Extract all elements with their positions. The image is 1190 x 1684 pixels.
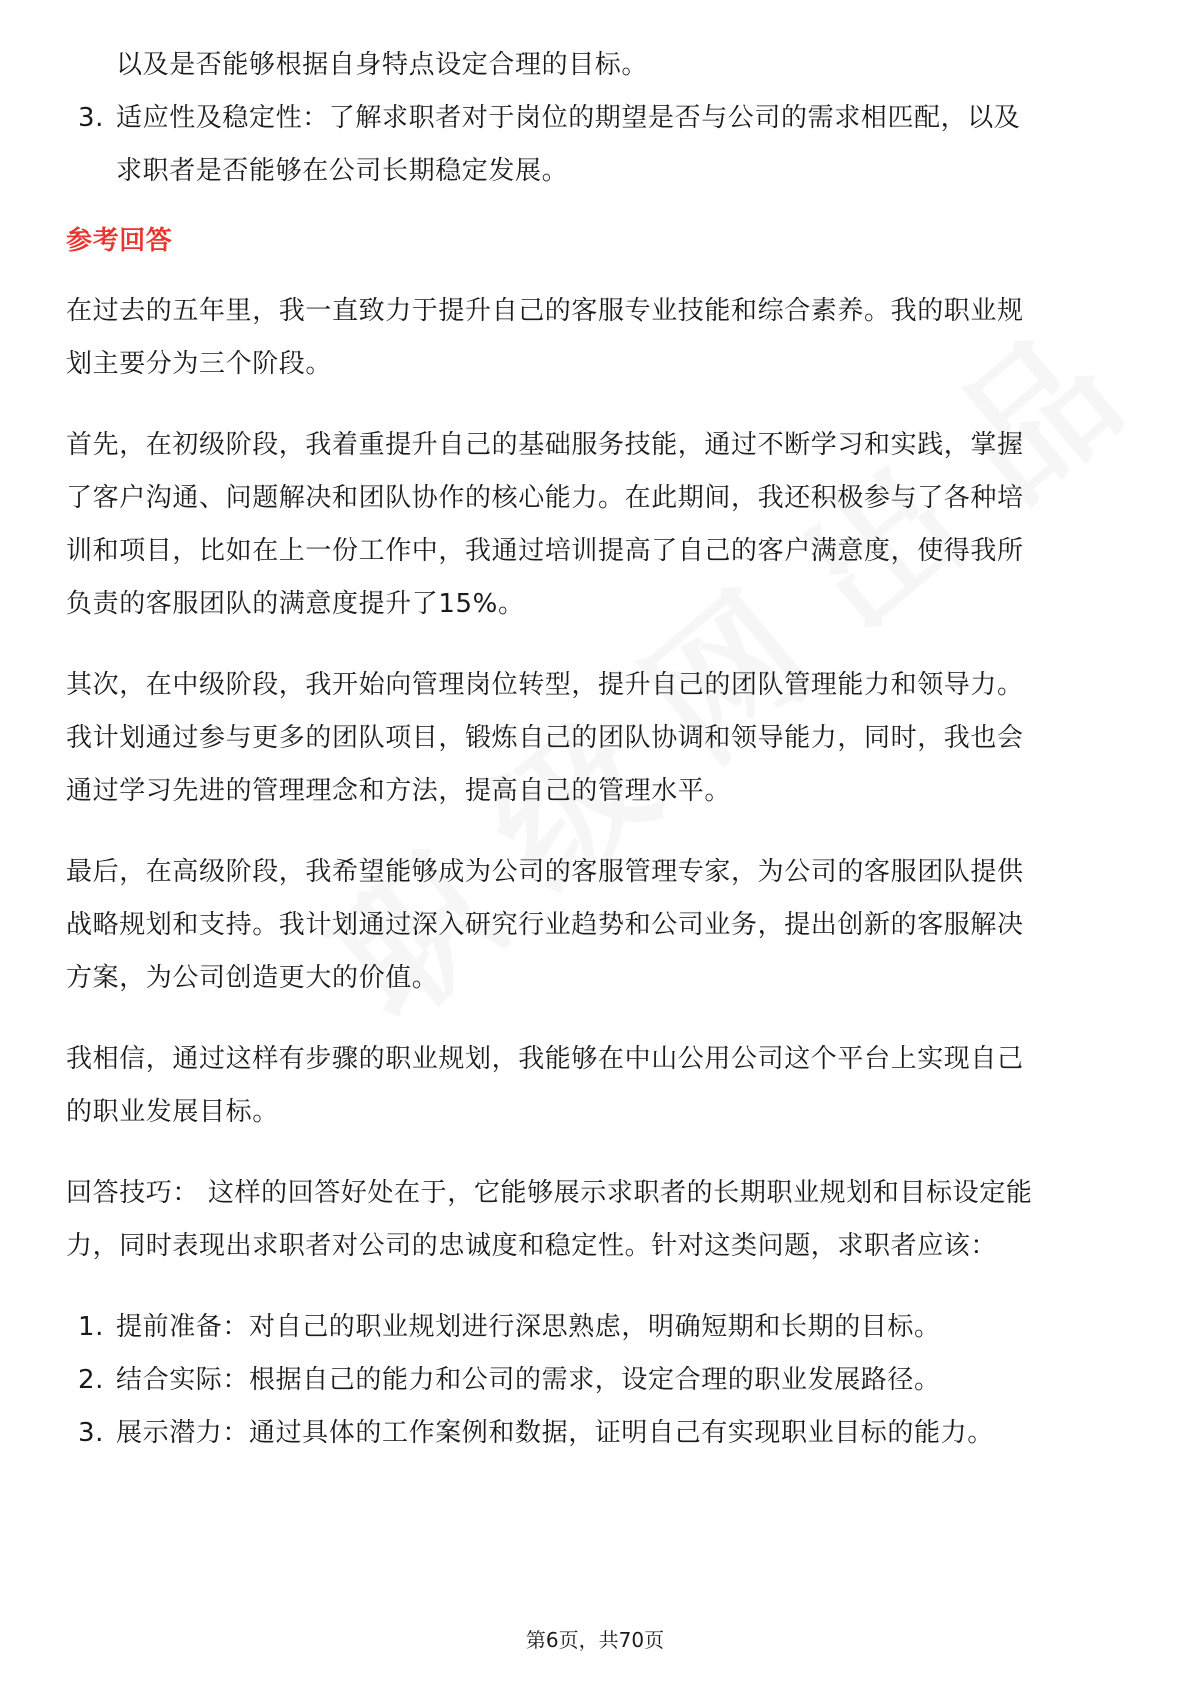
tips-item-number: 3. xyxy=(78,1418,105,1448)
answer-heading: 参考回答 xyxy=(66,226,173,256)
paragraph-line: 我计划通过参与更多的团队项目，锻炼自己的团队协调和领导能力，同时，我也会 xyxy=(66,723,1024,753)
paragraph-line: 我相信，通过这样有步骤的职业规划，我能够在中山公用公司这个平台上实现自己 xyxy=(66,1044,1024,1074)
paragraph-line: 负责的客服团队的满意度提升了15%。 xyxy=(66,589,525,619)
intro-item3-line2: 求职者是否能够在公司长期稳定发展。 xyxy=(116,156,569,186)
tips-intro-line: 回答技巧： 这样的回答好处在于，它能够展示求职者的长期职业规划和目标设定能 xyxy=(66,1178,1033,1208)
page-footer: 第6页，共70页 xyxy=(525,1628,665,1652)
paragraph-line: 训和项目，比如在上一份工作中，我通过培训提高了自己的客户满意度，使得我所 xyxy=(66,536,1024,566)
paragraph-line: 的职业发展目标。 xyxy=(66,1097,279,1127)
paragraph-line: 最后，在高级阶段，我希望能够成为公司的客服管理专家，为公司的客服团队提供 xyxy=(66,857,1024,887)
paragraph-line: 战略规划和支持。我计划通过深入研究行业趋势和公司业务，提出创新的客服解决 xyxy=(66,910,1024,940)
paragraph-line: 方案，为公司创造更大的价值。 xyxy=(66,963,439,993)
paragraph-line: 划主要分为三个阶段。 xyxy=(66,349,333,379)
tips-item-text: 结合实际：根据自己的能力和公司的需求，设定合理的职业发展路径。 xyxy=(116,1365,941,1395)
paragraph-line: 通过学习先进的管理理念和方法，提高自己的管理水平。 xyxy=(66,776,732,806)
paragraph-line: 了客户沟通、问题解决和团队协作的核心能力。在此期间，我还积极参与了各种培 xyxy=(66,483,1024,513)
tips-item-number: 1. xyxy=(78,1312,105,1342)
intro-item3-number: 3. xyxy=(78,103,105,133)
intro-item2-tail: 以及是否能够根据自身特点设定合理的目标。 xyxy=(116,50,649,80)
tips-item-text: 提前准备：对自己的职业规划进行深思熟虑，明确短期和长期的目标。 xyxy=(116,1312,941,1342)
paragraph-line: 首先，在初级阶段，我着重提升自己的基础服务技能，通过不断学习和实践，掌握 xyxy=(66,430,1024,460)
tips-intro-line: 力，同时表现出求职者对公司的忠诚度和稳定性。针对这类问题，求职者应该： xyxy=(66,1231,998,1261)
tips-item-text: 展示潜力：通过具体的工作案例和数据，证明自己有实现职业目标的能力。 xyxy=(116,1418,994,1448)
paragraph-line: 在过去的五年里，我一直致力于提升自己的客服专业技能和综合素养。我的职业规 xyxy=(66,296,1024,326)
paragraph-line: 其次，在中级阶段，我开始向管理岗位转型，提升自己的团队管理能力和领导力。 xyxy=(66,670,1024,700)
tips-item-number: 2. xyxy=(78,1365,105,1395)
intro-item3-line1: 适应性及稳定性：了解求职者对于岗位的期望是否与公司的需求相匹配，以及 xyxy=(116,103,1021,133)
